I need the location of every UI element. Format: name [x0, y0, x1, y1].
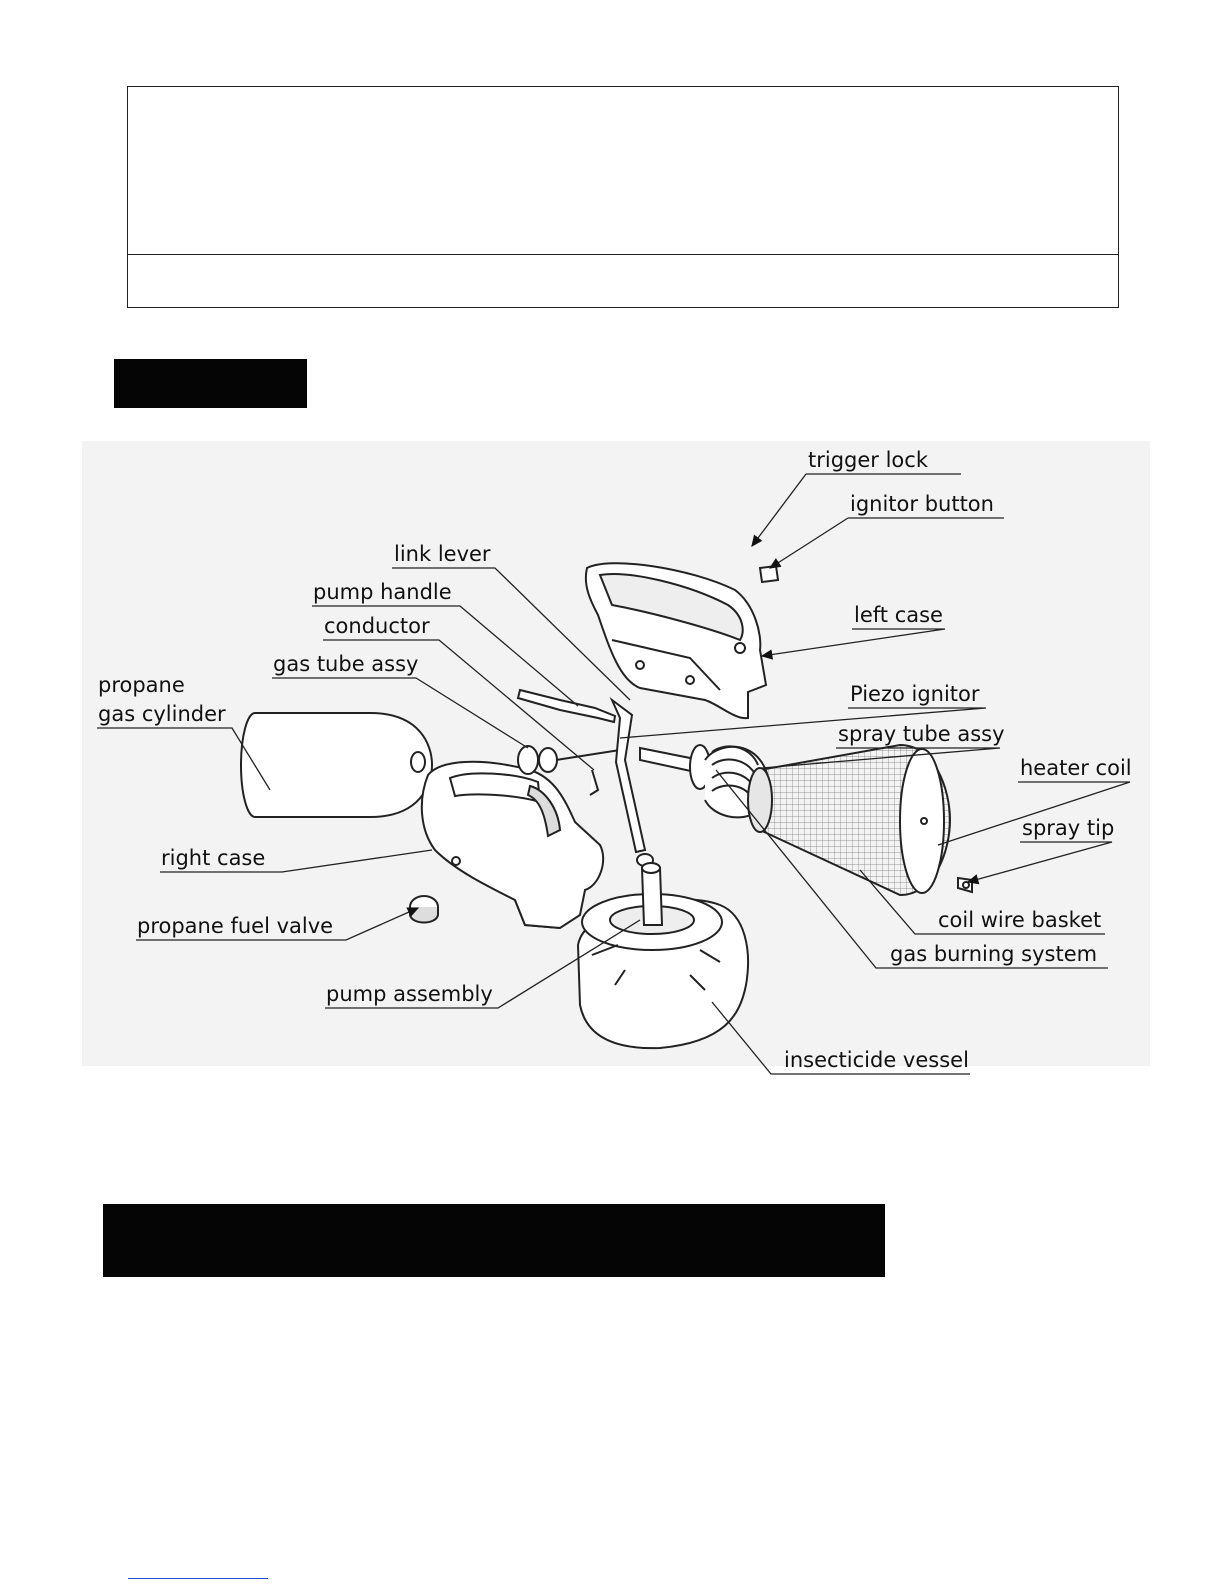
label-spray-tip: spray tip — [1022, 816, 1115, 840]
spray-tip-part — [958, 878, 972, 892]
label-insecticide-vessel: insecticide vessel — [784, 1048, 969, 1072]
label-propane-gas-cylinder-2: gas cylinder — [98, 702, 226, 726]
label-trigger-lock: trigger lock — [808, 448, 928, 472]
label-link-lever: link lever — [394, 542, 491, 566]
label-propane-gas-cylinder-1: propane — [98, 673, 185, 697]
ignitor-button-part — [760, 566, 778, 582]
label-spray-tube-assy: spray tube assy — [838, 722, 1005, 746]
right-case-part — [422, 762, 603, 928]
section-header-bar-2 — [103, 1204, 885, 1277]
label-piezo-ignitor: Piezo ignitor — [850, 682, 980, 706]
gas-tube-assy-part — [518, 746, 620, 774]
label-left-case: left case — [854, 603, 943, 627]
label-propane-fuel-valve: propane fuel valve — [137, 914, 334, 938]
insecticide-vessel-part — [578, 863, 748, 1048]
propane-gas-cylinder-part — [241, 713, 432, 817]
label-coil-wire-basket: coil wire basket — [938, 908, 1102, 932]
label-pump-assembly: pump assembly — [326, 982, 493, 1006]
label-right-case: right case — [161, 846, 266, 870]
footer-link-underline — [128, 1578, 268, 1579]
label-ignitor-button: ignitor button — [850, 492, 994, 516]
label-heater-coil: heater coil — [1020, 756, 1132, 780]
heater-coil-part — [748, 745, 950, 895]
label-pump-handle: pump handle — [313, 580, 452, 604]
left-case-part — [586, 563, 766, 718]
label-gas-tube-assy: gas tube assy — [273, 652, 419, 676]
conductor-part — [590, 770, 598, 795]
label-conductor: conductor — [324, 614, 430, 638]
label-gas-burning-system: gas burning system — [890, 942, 1098, 966]
